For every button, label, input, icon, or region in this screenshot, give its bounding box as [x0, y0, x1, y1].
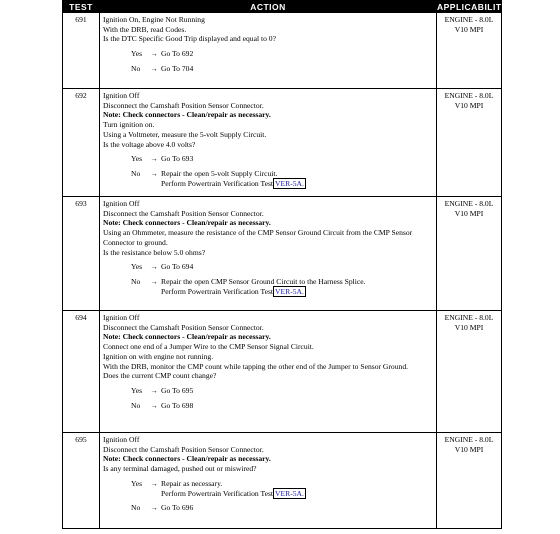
- arrow-right-icon: →: [150, 400, 158, 410]
- verification-test-link[interactable]: VER-5A.: [275, 488, 304, 498]
- action-step: Disconnect the Camshaft Position Sensor Connector.: [103, 322, 264, 332]
- table-row: [63, 13, 502, 89]
- action-step: Is the voltage above 4.0 volts?: [103, 139, 196, 149]
- action-step: With the DRB, read Codes.: [103, 24, 187, 34]
- result-line: Repair the open CMP Sensor Ground Circuit to the Harness Splice.: [161, 277, 366, 287]
- applicability-text: V10 MPI: [454, 208, 484, 218]
- yes-branch: [131, 154, 433, 164]
- action-cell: [100, 197, 437, 311]
- no-branch: [131, 169, 433, 188]
- action-step: Using an Ohmmeter, measure the resistance of the CMP Sensor Ground Circuit from the CMP Sensor Connector to ground.: [103, 228, 413, 247]
- no-result: [161, 169, 433, 188]
- no-label: No: [131, 169, 141, 179]
- test-number: 695: [63, 433, 100, 529]
- applicability-text: ENGINE - 8.0L: [444, 313, 494, 322]
- applicability-text: ENGINE - 8.0L: [444, 435, 494, 444]
- applicability-text: V10 MPI: [454, 444, 484, 454]
- result-line: Go To 695: [161, 386, 194, 396]
- no-label: No: [131, 63, 141, 73]
- yes-branch: [131, 479, 433, 498]
- result-line: Go To 692: [161, 49, 194, 59]
- header-test: TEST: [63, 1, 100, 13]
- result-text: [161, 287, 433, 297]
- table-row: [63, 433, 502, 529]
- yes-result: [161, 479, 433, 498]
- diagnostic-table-page: [62, 0, 508, 529]
- yes-label: Yes: [131, 478, 143, 488]
- yes-result: [161, 49, 433, 59]
- applicability-cell: [437, 13, 502, 89]
- yes-label: Yes: [131, 386, 143, 396]
- result-text: [161, 154, 433, 164]
- action-step: Ignition Off: [103, 91, 140, 100]
- connector-note: Note: Check connectors - Clean/repair as necessary.: [103, 110, 271, 120]
- arrow-right-icon: →: [150, 277, 158, 287]
- result-text: [161, 262, 433, 272]
- verification-test-link[interactable]: VER-5A.: [275, 286, 304, 296]
- applicability-cell: [437, 433, 502, 529]
- action-step: Is the DTC Specific Good Trip displayed and equal to 0?: [103, 34, 276, 44]
- arrow-right-icon: →: [150, 478, 158, 488]
- table-row: [63, 197, 502, 311]
- no-result: [161, 64, 433, 74]
- result-text: [161, 401, 433, 411]
- action-step: Ignition On, Engine Not Running: [103, 15, 205, 24]
- no-label: No: [131, 503, 141, 513]
- action-cell: [100, 13, 437, 89]
- no-result: [161, 401, 433, 411]
- result-line: Go To 698: [161, 400, 194, 410]
- diagnostic-table: [62, 0, 508, 529]
- verification-test-link[interactable]: VER-5A.: [275, 178, 304, 188]
- arrow-right-icon: →: [150, 49, 158, 59]
- yes-result: [161, 262, 433, 272]
- applicability-cell: [437, 197, 502, 311]
- action-step: Disconnect the Camshaft Position Sensor Connector.: [103, 208, 264, 218]
- no-label: No: [131, 277, 141, 287]
- action-step: Turn ignition on.: [103, 120, 155, 130]
- result-text: [161, 64, 433, 74]
- result-line: Perform Powertrain Verification Test: [161, 488, 274, 498]
- table-header-row: [63, 1, 502, 13]
- result-line: Perform Powertrain Verification Test: [161, 178, 274, 188]
- applicability-cell: [437, 89, 502, 197]
- result-line: Go To 694: [161, 262, 194, 272]
- arrow-right-icon: →: [150, 154, 158, 164]
- test-number: 693: [63, 197, 100, 311]
- table-row: [63, 89, 502, 197]
- action-step: Does the current CMP count change?: [103, 371, 217, 381]
- applicability-text: V10 MPI: [454, 24, 484, 34]
- header-action: ACTION: [100, 1, 437, 13]
- no-branch: [131, 401, 433, 411]
- arrow-right-icon: →: [150, 262, 158, 272]
- result-line: Repair the open 5-volt Supply Circuit.: [161, 169, 278, 179]
- result-line: Go To 704: [161, 63, 194, 73]
- test-number: 692: [63, 89, 100, 197]
- test-number: 694: [63, 311, 100, 433]
- applicability-text: V10 MPI: [454, 322, 484, 332]
- yes-result: [161, 154, 433, 164]
- no-branch: [131, 503, 433, 513]
- result-text: [161, 179, 433, 189]
- action-step: Disconnect the Camshaft Position Sensor Connector.: [103, 444, 264, 454]
- test-number: 691: [63, 13, 100, 89]
- yes-label: Yes: [131, 49, 143, 59]
- action-step: Ignition on with engine not running.: [103, 351, 214, 361]
- result-text: [161, 489, 433, 499]
- arrow-right-icon: →: [150, 169, 158, 179]
- action-cell: [100, 311, 437, 433]
- action-cell: [100, 433, 437, 529]
- applicability-text: ENGINE - 8.0L: [444, 15, 494, 24]
- yes-label: Yes: [131, 154, 143, 164]
- action-step: Ignition Off: [103, 435, 140, 444]
- action-step: Ignition Off: [103, 313, 140, 322]
- action-step: With the DRB, monitor the CMP count while tapping the other end of the Jumper to Sensor Ground.: [103, 361, 409, 371]
- applicability-text: V10 MPI: [454, 100, 484, 110]
- action-step: Is the resistance below 5.0 ohms?: [103, 247, 206, 257]
- applicability-text: ENGINE - 8.0L: [444, 91, 494, 100]
- header-applicability: APPLICABILITY: [437, 1, 508, 12]
- action-step: Is any terminal damaged, pushed out or miswired?: [103, 464, 257, 474]
- arrow-right-icon: →: [150, 63, 158, 73]
- yes-branch: [131, 386, 433, 396]
- result-line: Repair as necessary.: [161, 478, 223, 488]
- yes-label: Yes: [131, 262, 143, 272]
- no-label: No: [131, 400, 141, 410]
- no-result: [161, 503, 433, 513]
- action-step: Ignition Off: [103, 199, 140, 208]
- arrow-right-icon: →: [150, 503, 158, 513]
- result-line: Perform Powertrain Verification Test: [161, 286, 274, 296]
- table-body: [63, 13, 502, 529]
- yes-branch: [131, 262, 433, 272]
- connector-note: Note: Check connectors - Clean/repair as necessary.: [103, 454, 271, 464]
- yes-branch: [131, 49, 433, 59]
- result-text: [161, 49, 433, 59]
- action-step: Disconnect the Camshaft Position Sensor Connector.: [103, 100, 264, 110]
- action-step: Using a Voltmeter, measure the 5-volt Supply Circuit.: [103, 129, 267, 139]
- table-row: [63, 311, 502, 433]
- no-branch: [131, 277, 433, 296]
- applicability-cell: [437, 311, 502, 433]
- no-result: [161, 277, 433, 296]
- yes-result: [161, 386, 433, 396]
- applicability-text: ENGINE - 8.0L: [444, 199, 494, 208]
- result-text: [161, 503, 433, 513]
- connector-note: Note: Check connectors - Clean/repair as necessary.: [103, 218, 271, 228]
- result-text: [161, 386, 433, 396]
- result-line: Go To 693: [161, 154, 194, 164]
- arrow-right-icon: →: [150, 386, 158, 396]
- connector-note: Note: Check connectors - Clean/repair as necessary.: [103, 332, 271, 342]
- result-line: Go To 696: [161, 503, 194, 513]
- action-step: Connect one end of a Jumper Wire to the CMP Sensor Signal Circuit.: [103, 342, 314, 352]
- action-cell: [100, 89, 437, 197]
- no-branch: [131, 64, 433, 74]
